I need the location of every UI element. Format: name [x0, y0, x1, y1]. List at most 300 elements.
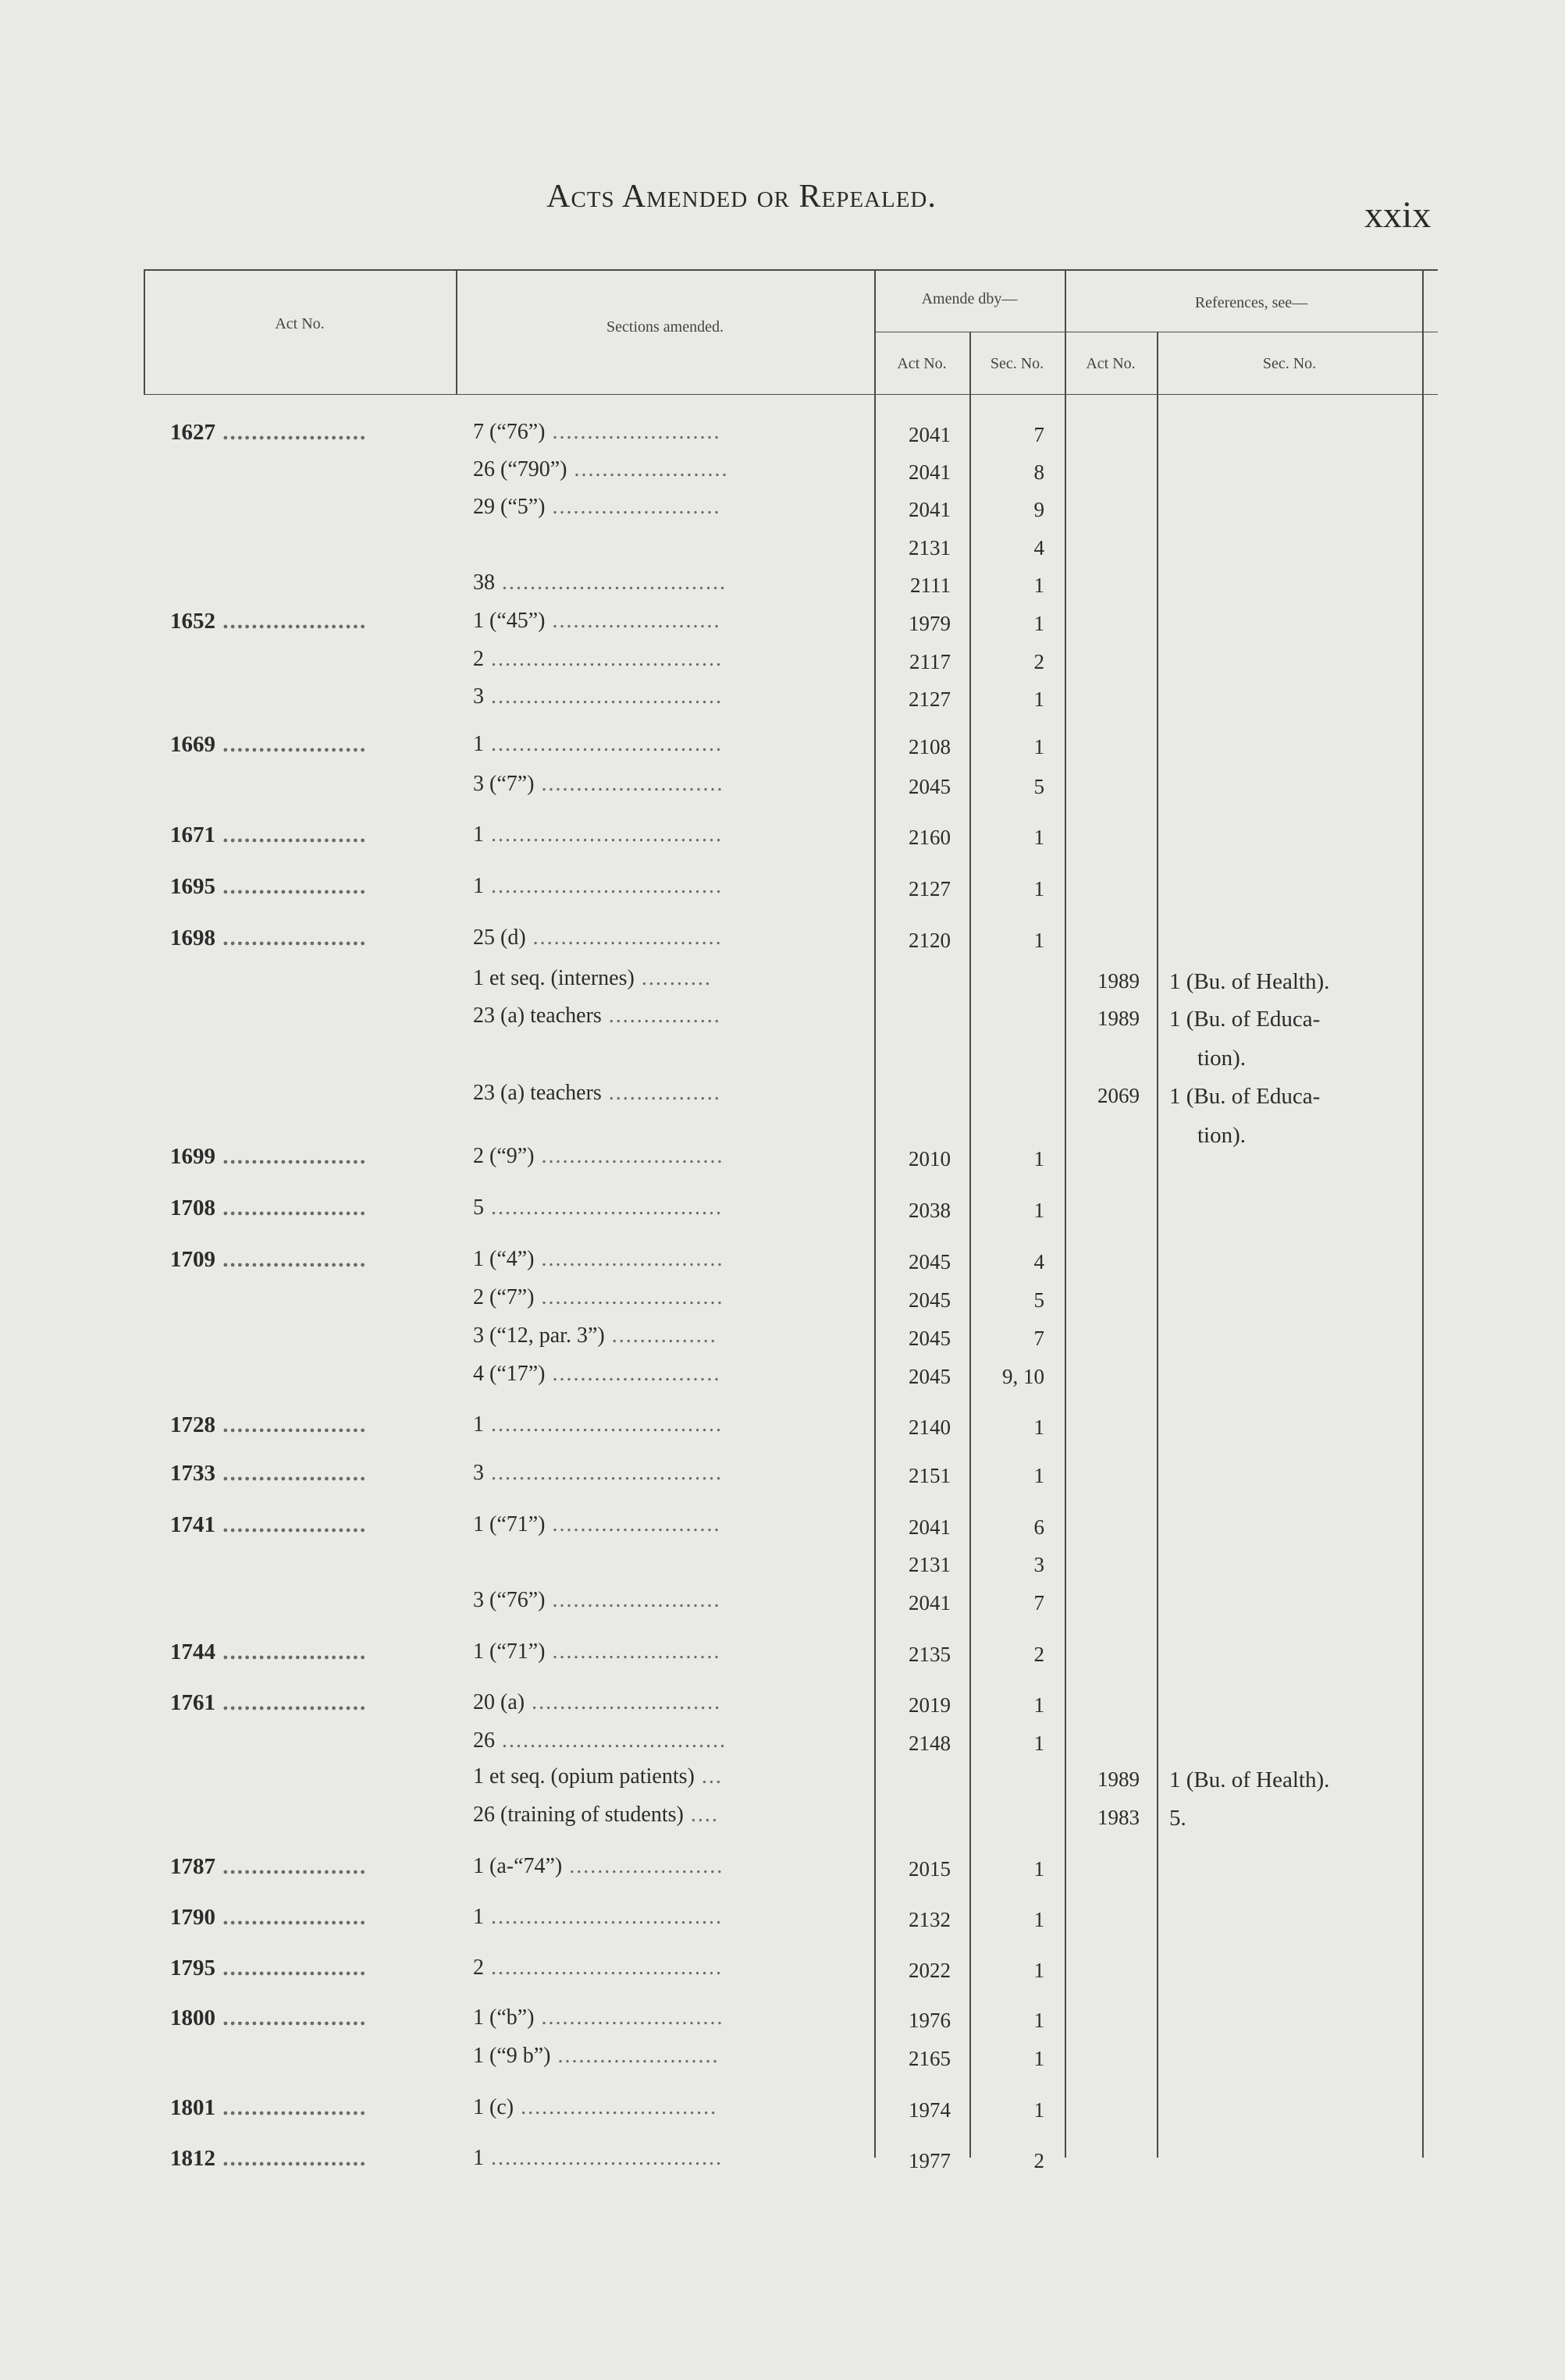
amended-sec-no: 1 [1033, 1857, 1044, 1881]
amended-act-no: 2045 [909, 1365, 951, 1388]
amended-sec-no: 1 [1033, 1732, 1044, 1755]
amended-act-no: 2041 [909, 1515, 951, 1539]
ref-sec-no: 1 (Bu. of Educa- [1169, 1007, 1321, 1032]
dot-leader: ............... [604, 1323, 717, 1348]
section-text: 20 (a) [473, 1690, 525, 1714]
table-row [0, 1323, 1565, 1350]
dot-leader: .......................... [534, 1247, 724, 1271]
act-number [170, 824, 367, 847]
dot-leader: .................... [215, 1144, 368, 1169]
amended-sec-no: 5 [1033, 1288, 1044, 1312]
dot-leader: .......................... [534, 2005, 724, 2030]
dot-leader: ................ [601, 1004, 721, 1028]
page-title: Acts Amended or Repealed. [546, 179, 937, 215]
amended-sec-no: 1 [1033, 2098, 1044, 2122]
table-row [0, 2005, 1565, 2032]
dot-leader: .......................... [534, 1144, 724, 1168]
table-row [0, 420, 1565, 446]
section-amended [473, 1804, 719, 1826]
section-text: 1 [473, 874, 484, 898]
ref-sec-no: 1 (Bu. of Health). [1169, 969, 1330, 994]
table-row [0, 2146, 1565, 2172]
act-number-text: 1669 [170, 732, 215, 757]
section-amended [473, 610, 721, 632]
section-amended [473, 496, 721, 518]
table-row [0, 1195, 1565, 1222]
act-number [170, 2147, 367, 2170]
amended-sec-no: 2 [1033, 1643, 1044, 1666]
act-number-text: 1708 [170, 1195, 215, 1220]
amended-act-no: 1977 [909, 2149, 951, 2172]
dot-leader: .................... [215, 420, 368, 445]
amended-sec-no: 2 [1033, 650, 1044, 673]
dot-leader: .......................... [534, 772, 724, 796]
act-number-text: 1761 [170, 1690, 215, 1715]
amended-act-no: 1979 [909, 612, 951, 635]
section-amended [473, 1692, 721, 1714]
section-amended [473, 572, 727, 594]
dot-leader: .......................... [534, 1285, 724, 1309]
amended-act-no: 2041 [909, 498, 951, 521]
section-text: 7 (“76”) [473, 420, 546, 444]
dot-leader: ........................ [545, 609, 721, 633]
amended-act-no: 2131 [909, 1553, 951, 1576]
amended-sec-no: 1 [1033, 1464, 1044, 1487]
table-row [0, 647, 1565, 673]
dot-leader: .................... [215, 1956, 368, 1980]
amended-sec-no: 1 [1033, 826, 1044, 849]
section-amended [473, 1363, 721, 1385]
dot-leader: ........................ [545, 1362, 721, 1386]
act-number-text: 1695 [170, 874, 215, 899]
dot-leader: ........................... [525, 1690, 722, 1714]
section-amended [473, 1287, 724, 1309]
amended-sec-no: 4 [1033, 1250, 1044, 1273]
act-number [170, 1462, 367, 1485]
section-text: 3 (“76”) [473, 1588, 546, 1612]
act-number [170, 1146, 367, 1168]
col-divider-references [1065, 269, 1066, 2158]
dot-leader: ............................ [514, 2095, 718, 2119]
ref-sec-no: 5. [1169, 1806, 1186, 1831]
amended-act-no: 2015 [909, 1857, 951, 1881]
act-number [170, 1957, 367, 1980]
amended-sec-no: 1 [1033, 1908, 1044, 1931]
dot-leader: .................... [215, 1512, 368, 1537]
ref-sec-no: 1 (Bu. of Health). [1169, 1767, 1330, 1792]
section-text: 26 (“790”) [473, 457, 567, 481]
amended-act-no: 2117 [909, 650, 951, 673]
amended-act-no: 2127 [909, 687, 951, 711]
section-amended [473, 1325, 717, 1347]
section-text: 2 (“7”) [473, 1285, 535, 1309]
section-amended [473, 2147, 723, 2169]
section-amended [473, 1414, 723, 1436]
header-amended-by: Amende dby— [921, 290, 1018, 307]
amended-act-no: 1974 [909, 2098, 951, 2122]
section-amended [473, 2097, 717, 2119]
section-amended [473, 1957, 723, 1979]
dot-leader: ................................ [495, 1728, 727, 1753]
section-amended [473, 824, 723, 846]
dot-leader: .................... [215, 2005, 368, 2030]
act-number-text: 1728 [170, 1412, 215, 1437]
section-text: 5 [473, 1195, 484, 1220]
amended-sec-no: 1 [1033, 1693, 1044, 1717]
amended-act-no: 2041 [909, 1591, 951, 1614]
section-amended [473, 1856, 724, 1877]
section-amended [473, 1906, 723, 1928]
section-text: 1 et seq. (internes) [473, 966, 635, 990]
section-text: 1 (a-“74”) [473, 1854, 563, 1878]
section-text: 1 (“b”) [473, 2005, 535, 2030]
table-row [0, 1412, 1565, 1439]
dot-leader: ................................. [484, 732, 723, 756]
table-row [0, 2044, 1565, 2070]
section-text: 23 (a) teachers [473, 1081, 602, 1105]
table-row [0, 925, 1565, 952]
act-number-text: 1744 [170, 1639, 215, 1664]
dot-leader: ................................ [495, 570, 727, 595]
dot-leader: ................................. [484, 822, 723, 847]
amended-act-no: 2131 [909, 536, 951, 559]
dot-leader: ... [694, 1764, 723, 1789]
amended-act-no: 2041 [909, 460, 951, 484]
ref-sec-no: 1 (Bu. of Educa- [1169, 1084, 1321, 1109]
dot-leader: .................... [215, 1195, 368, 1220]
section-text: 26 (training of students) [473, 1803, 684, 1827]
section-amended [473, 1766, 723, 1788]
amended-act-no: 2127 [909, 877, 951, 900]
table-row [0, 1551, 1565, 1576]
section-text: 1 (“9 b”) [473, 2044, 551, 2068]
amended-act-no: 2010 [909, 1147, 951, 1170]
act-number [170, 1641, 367, 1664]
section-amended [473, 773, 724, 795]
dot-leader: .................... [215, 1461, 368, 1486]
section-amended [473, 1514, 721, 1536]
ref-act-no: 1989 [1097, 969, 1140, 993]
act-number [170, 876, 367, 898]
section-amended [473, 421, 721, 443]
header-references: References, see— [1194, 294, 1308, 311]
table-row [0, 684, 1565, 711]
amended-sec-no: 9 [1033, 498, 1044, 521]
dot-leader: ................................. [484, 1905, 723, 1929]
act-number [170, 2007, 367, 2030]
dot-leader: .................... [215, 1905, 368, 1930]
table-row [0, 1764, 1565, 1792]
dot-leader: .................... [215, 1690, 368, 1715]
table-row [0, 1956, 1565, 1982]
section-amended [473, 1641, 721, 1663]
dot-leader: .................... [215, 1854, 368, 1879]
table-row [0, 1803, 1565, 1831]
dot-leader: ........................... [525, 925, 723, 950]
amended-act-no: 2148 [909, 1732, 951, 1755]
amended-act-no: 2132 [909, 1908, 951, 1931]
col-divider-amended-sec [969, 332, 971, 2158]
table-row [0, 457, 1565, 484]
amended-act-no: 2045 [909, 1327, 951, 1350]
amended-act-no: 2151 [909, 1464, 951, 1487]
amended-act-no: 2108 [909, 735, 951, 758]
section-text: 1 [473, 1905, 484, 1929]
section-amended [473, 876, 723, 897]
act-number-text: 1787 [170, 1854, 215, 1879]
table-row [0, 1044, 1565, 1071]
dot-leader: .................... [215, 609, 368, 634]
section-amended [473, 1146, 724, 1167]
table-row [0, 1461, 1565, 1487]
table-row [0, 1905, 1565, 1931]
amended-act-no: 2135 [909, 1643, 951, 1666]
section-amended [473, 2007, 724, 2029]
amended-sec-no: 2 [1033, 2149, 1044, 2172]
section-text: 3 (“7”) [473, 772, 535, 796]
dot-leader: .... [683, 1803, 719, 1827]
act-number [170, 1856, 367, 1878]
section-amended [473, 2045, 720, 2067]
amended-act-no: 2111 [910, 574, 951, 597]
amended-act-no: 2165 [909, 2047, 951, 2070]
act-number-text: 1699 [170, 1144, 215, 1169]
amended-sec-no: 1 [1033, 2009, 1044, 2032]
amended-act-no: 2045 [909, 775, 951, 798]
dot-leader: ................ [601, 1081, 721, 1105]
act-number [170, 1414, 367, 1437]
section-text: 4 (“17”) [473, 1362, 546, 1386]
amended-sec-no: 1 [1033, 612, 1044, 635]
dot-leader: .................... [215, 732, 368, 757]
ref-act-no: 1989 [1097, 1007, 1140, 1030]
section-text: 29 (“5”) [473, 495, 546, 519]
table-row [0, 1639, 1565, 1666]
amended-sec-no: 1 [1033, 1147, 1044, 1170]
dot-leader: .................... [215, 2146, 368, 2171]
col-divider-amended [874, 269, 876, 2158]
dot-leader: .................... [215, 925, 368, 950]
act-number [170, 421, 367, 444]
section-text: 1 (“71”) [473, 1512, 546, 1536]
dot-leader: ........................ [545, 420, 721, 444]
section-text: 1 et seq. (opium patients) [473, 1764, 695, 1789]
amended-act-no: 2038 [909, 1199, 951, 1222]
section-text: 1 (c) [473, 2095, 514, 2119]
dot-leader: ........................ [545, 1512, 721, 1536]
section-text: 38 [473, 570, 495, 595]
dot-leader: ................................. [484, 1195, 723, 1220]
ref-sec-no: tion). [1197, 1123, 1247, 1148]
amended-act-no: 2041 [909, 423, 951, 446]
section-text: 1 [473, 2146, 484, 2170]
amended-sec-no: 1 [1033, 1416, 1044, 1439]
amended-sec-no: 7 [1033, 1591, 1044, 1614]
act-number [170, 1197, 367, 1220]
amended-sec-no: 4 [1033, 536, 1044, 559]
header-bottom-rule [144, 394, 1438, 395]
amended-sec-no: 1 [1033, 1199, 1044, 1222]
header-act-no: Act No. [275, 315, 325, 332]
act-number [170, 734, 367, 756]
amended-sec-no: 7 [1033, 1327, 1044, 1350]
section-text: 1 [473, 1412, 484, 1437]
table-row [0, 495, 1565, 521]
act-number-text: 1801 [170, 2095, 215, 2120]
section-text: 1 (“71”) [473, 1639, 546, 1664]
table-row [0, 1121, 1565, 1148]
dot-leader: ........................ [545, 495, 721, 519]
amended-act-no: 2022 [909, 1959, 951, 1982]
act-number [170, 610, 367, 633]
table-row [0, 1285, 1565, 1312]
dot-leader: .......... [634, 966, 712, 990]
section-amended [473, 968, 712, 989]
act-number [170, 1692, 367, 1714]
amended-act-no: 2160 [909, 826, 951, 849]
act-number [170, 927, 367, 950]
table-row [0, 609, 1565, 635]
header-amended-sec-no: Sec. No. [990, 355, 1044, 372]
ref-act-no: 1989 [1097, 1767, 1140, 1791]
section-text: 26 [473, 1728, 495, 1753]
section-amended [473, 927, 723, 949]
section-amended [473, 734, 723, 755]
dot-leader: .................... [215, 2095, 368, 2120]
act-number-text: 1790 [170, 1905, 215, 1930]
table-row [0, 2095, 1565, 2122]
section-amended [473, 1462, 723, 1484]
amended-sec-no: 1 [1033, 574, 1044, 597]
dot-leader: ....................... [550, 2044, 720, 2068]
section-text: 2 (“9”) [473, 1144, 535, 1168]
act-number-text: 1795 [170, 1956, 215, 1980]
amended-sec-no: 8 [1033, 460, 1044, 484]
section-text: 1 (“45”) [473, 609, 546, 633]
amended-sec-no: 1 [1033, 1959, 1044, 1982]
dot-leader: ................................. [484, 684, 723, 709]
dot-leader: ........................ [545, 1588, 721, 1612]
act-number-text: 1800 [170, 2005, 215, 2030]
amended-sec-no: 6 [1033, 1515, 1044, 1539]
table-row [0, 1004, 1565, 1032]
amended-sec-no: 5 [1033, 775, 1044, 798]
ref-sec-no: tion). [1197, 1046, 1247, 1071]
act-number-text: 1733 [170, 1461, 215, 1486]
amended-act-no: 2140 [909, 1416, 951, 1439]
section-text: 1 [473, 732, 484, 756]
section-text: 23 (a) teachers [473, 1004, 602, 1028]
section-amended [473, 686, 723, 708]
act-number [170, 1249, 367, 1271]
dot-leader: ................................. [484, 647, 723, 671]
col-divider-ref-sec [1157, 332, 1158, 2158]
amended-act-no: 1976 [909, 2009, 951, 2032]
dot-leader: ................................. [484, 1412, 723, 1437]
dot-leader: ...................... [562, 1854, 724, 1878]
dot-leader: .................... [215, 822, 368, 847]
table-row [0, 772, 1565, 798]
section-text: 25 (d) [473, 925, 526, 950]
section-amended [473, 1590, 721, 1611]
amended-act-no: 2045 [909, 1250, 951, 1273]
section-text: 2 [473, 1956, 484, 1980]
dot-leader: .................... [215, 1412, 368, 1437]
act-number-text: 1671 [170, 822, 215, 847]
dot-leader: .................... [215, 1639, 368, 1664]
table-row [0, 570, 1565, 597]
amended-sec-no: 7 [1033, 423, 1044, 446]
section-amended [473, 1005, 721, 1027]
amended-sec-no: 1 [1033, 735, 1044, 758]
section-text: 2 [473, 647, 484, 671]
section-text: 1 [473, 822, 484, 847]
ref-act-no: 1983 [1097, 1806, 1140, 1829]
header-ref-sec-no: Sec. No. [1262, 355, 1317, 372]
act-number-text: 1627 [170, 420, 215, 445]
table-right-rule [1422, 269, 1424, 2158]
dot-leader: ................................. [484, 1461, 723, 1485]
amended-act-no: 2120 [909, 929, 951, 952]
header-sections-amended: Sections amended. [606, 318, 724, 336]
section-text: 1 (“4”) [473, 1247, 535, 1271]
act-number [170, 1906, 367, 1929]
section-text: 3 (“12, par. 3”) [473, 1323, 605, 1348]
section-text: 3 [473, 1461, 484, 1485]
act-number-text: 1741 [170, 1512, 215, 1537]
dot-leader: .................... [215, 874, 368, 899]
table-row [0, 1362, 1565, 1388]
amended-sec-no: 1 [1033, 877, 1044, 900]
act-number [170, 2097, 367, 2119]
amended-act-no: 2045 [909, 1288, 951, 1312]
table-top-rule [144, 269, 1438, 271]
amended-sec-no: 9, 10 [1002, 1365, 1044, 1388]
table-row [0, 1512, 1565, 1539]
section-amended [473, 1249, 724, 1270]
section-amended [473, 1730, 727, 1752]
section-text: 3 [473, 684, 484, 709]
act-number-text: 1698 [170, 925, 215, 950]
section-amended [473, 459, 729, 481]
dot-leader: .................... [215, 1247, 368, 1272]
amended-sec-no: 1 [1033, 687, 1044, 711]
act-number-text: 1652 [170, 609, 215, 634]
header-amended-act-no: Act No. [897, 355, 947, 372]
table-row [0, 1728, 1565, 1755]
dot-leader: ................................. [484, 2146, 723, 2170]
table-row [0, 1690, 1565, 1717]
section-amended [473, 1082, 721, 1104]
act-number-text: 1812 [170, 2146, 215, 2171]
table-row [0, 1081, 1565, 1109]
act-number-text: 1709 [170, 1247, 215, 1272]
dot-leader: ................................. [484, 874, 723, 898]
page-number: xxix [1364, 194, 1432, 236]
ref-act-no: 2069 [1097, 1084, 1140, 1107]
dot-leader: ................................. [484, 1956, 723, 1980]
section-amended [473, 1197, 723, 1219]
dot-leader: ...................... [567, 457, 729, 481]
header-ref-act-no: Act No. [1086, 355, 1136, 372]
section-amended [473, 648, 723, 670]
act-number [170, 1514, 367, 1536]
amended-sec-no: 1 [1033, 929, 1044, 952]
table-row [0, 822, 1565, 849]
dot-leader: ........................ [545, 1639, 721, 1664]
amended-act-no: 2019 [909, 1693, 951, 1717]
amended-sec-no: 1 [1033, 2047, 1044, 2070]
